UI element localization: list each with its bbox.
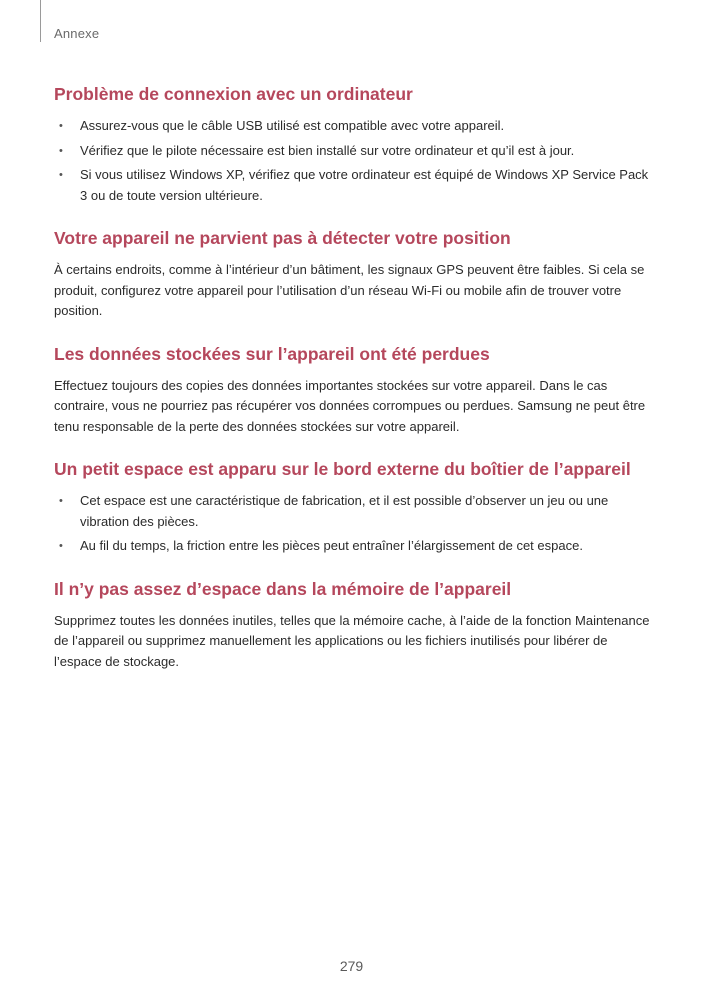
section-connexion-ordinateur — [54, 82, 652, 206]
section-title: Problème de connexion avec un ordinateur — [54, 84, 413, 104]
bullet-text: Cet espace est une caractéristique de fabrication, et il est possible d’observer un jeu ou une vibration des pièces. — [80, 493, 609, 529]
bullet-item — [54, 141, 652, 162]
section-donnees-perdues — [54, 342, 652, 438]
section-title: Les données stockées sur l’appareil ont été perdues — [54, 343, 490, 364]
section-title: Un petit espace est apparu sur le bord externe du boîtier de l’appareil — [54, 459, 631, 479]
bullet-dot-icon: • — [59, 495, 63, 507]
section-title: Votre appareil ne parvient pas à détecter votre position — [54, 228, 511, 248]
bullet-text: Au fil du temps, la friction entre les pièces peut entraîner l’élargissement de cet espace. — [80, 538, 583, 553]
section-memoire — [54, 577, 652, 673]
bullet-item — [54, 165, 652, 206]
header-label: Annexe — [54, 26, 100, 41]
page-content — [54, 82, 652, 692]
bullet-dot-icon: • — [59, 540, 63, 552]
bullet-item — [54, 536, 652, 557]
bullet-dot-icon: • — [59, 169, 63, 181]
bullet-text: Vérifiez que le pilote nécessaire est bien installé sur votre ordinateur et qu’il est à jour. — [80, 142, 575, 158]
bullet-dot-icon: • — [59, 120, 63, 132]
bullet-item — [54, 491, 652, 532]
section-detection-position — [54, 226, 652, 322]
bullet-text: Assurez-vous que le câble USB utilisé est compatible avec votre appareil. — [80, 118, 505, 133]
bullet-dot-icon: • — [59, 144, 63, 157]
margin-rule — [40, 0, 41, 42]
bullet-item — [54, 116, 652, 137]
page-number: 279 — [339, 958, 364, 974]
bullet-list — [54, 116, 652, 206]
section-paragraph: À certains endroits, comme à l’intérieur d’un bâtiment, les signaux GPS peuvent être faibles. Si cela se produit, configurez votre appareil pour l’utilisation d’un réseau Wi-Fi ou mobile afin de trouver votre position. — [54, 262, 645, 318]
bullet-list — [54, 491, 652, 557]
section-paragraph: Supprimez toutes les données inutiles, telles que la mémoire cache, à l’aide de la fonction Maintenance de l’appareil ou supprimez manuellement les applications ou les fichiers inutilisés pour libérer de l’espace de stockage. — [54, 612, 650, 669]
section-paragraph: Effectuez toujours des copies des données importantes stockées sur votre appareil. Dans le cas contraire, vous ne pourriez pas récupérer vos données corrompues ou perdues. Samsung ne peut être tenu responsable de la perte des données stockées sur votre appareil. — [54, 377, 646, 434]
section-espace-boitier — [54, 457, 652, 557]
bullet-text: Si vous utilisez Windows XP, vérifiez que votre ordinateur est équipé de Windows XP Service Pack 3 ou de toute version ultérieure. — [80, 167, 649, 203]
section-title: Il n’y pas assez d’espace dans la mémoire de l’appareil — [54, 578, 512, 599]
